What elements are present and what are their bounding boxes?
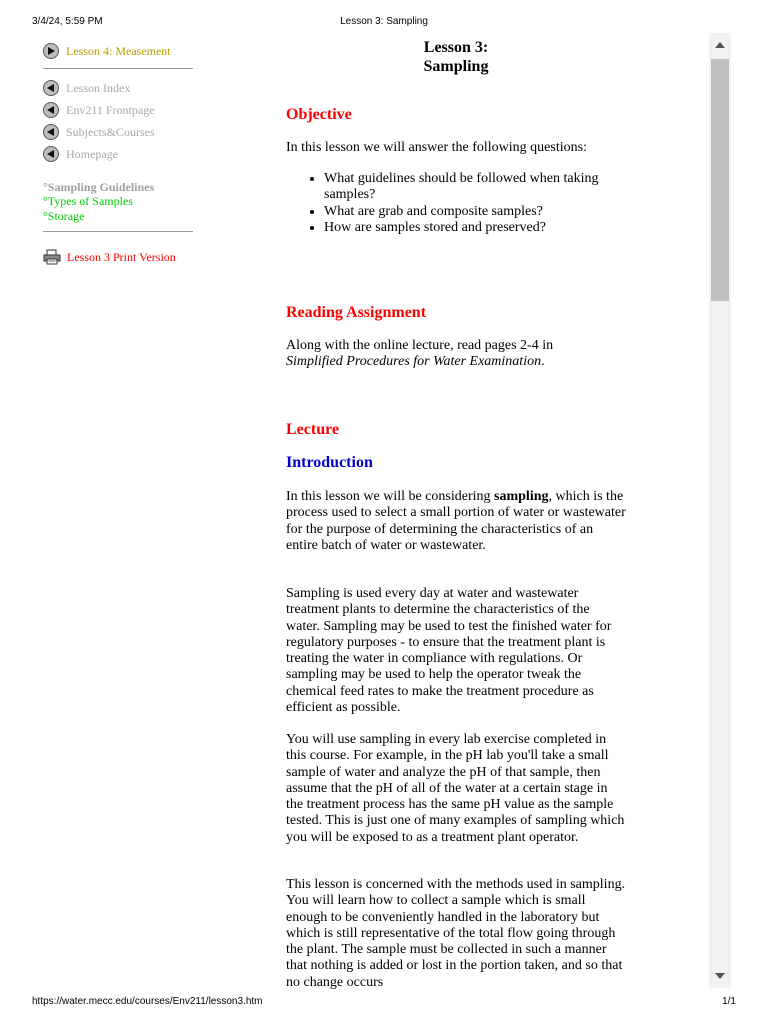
arrow-left-icon	[43, 80, 59, 96]
sidebar-item-label[interactable]: Subjects&Courses	[66, 124, 155, 139]
section-link-sampling-guidelines[interactable]: °Sampling Guidelines	[43, 180, 155, 194]
print-page-title: Lesson 3: Sampling	[340, 16, 428, 27]
sidebar-divider	[43, 68, 193, 69]
objective-questions	[286, 171, 626, 236]
intro-paragraph-2: Sampling is used every day at water and wastewater treatment plants to determine the characteristics of the water. Sampling may be used to test the finished water for regulatory purposes - to ensure that the treatment plant is treating the water in compliance with regulations. Or sampling may be used to help the operator tweak the chemical feed rates to make the treatment procedure as efficient as possible.	[286, 586, 612, 716]
sidebar-item-label[interactable]: Homepage	[66, 146, 118, 161]
reading-text: Along with the online lecture, read pages 2-4 in	[286, 338, 554, 353]
sidebar-item-env211-frontpage[interactable]	[43, 101, 155, 119]
page-title-line2: Sampling	[423, 58, 489, 75]
objective-intro: In this lesson we will answer the following questions:	[286, 140, 587, 155]
reading-book-title: Simplified Procedures for Water Examination	[286, 354, 542, 370]
scroll-thumb[interactable]	[711, 59, 729, 301]
section-link-storage[interactable]: °Storage	[43, 209, 85, 223]
sidebar-item-subjects-courses[interactable]	[43, 123, 155, 141]
next-lesson-link[interactable]	[43, 42, 171, 60]
next-lesson-label[interactable]: Lesson 4: Measement	[66, 43, 171, 58]
intro-paragraph-4: This lesson is concerned with the methods used in sampling. You will learn how to collect a sample which is small enough to be conveniently handled in the laboratory but which is still representative of the total flow going through the plant. The sample must be collected in such a manner that nothing is added or lost in the portion taken, and so that no change occurs	[286, 877, 626, 990]
list-item: • What are grab and composite samples?	[324, 204, 626, 220]
intro-p1-bold: sampling	[494, 489, 549, 504]
introduction-heading: Introduction	[286, 454, 373, 471]
vertical-scrollbar[interactable]	[709, 33, 731, 988]
printer-icon	[43, 249, 61, 265]
sidebar-item-homepage[interactable]	[43, 145, 118, 163]
print-version-link[interactable]	[43, 248, 176, 266]
reading-assignment-text	[286, 338, 626, 371]
sidebar-item-label[interactable]: Env211 Frontpage	[66, 102, 155, 117]
section-link-types-of-samples[interactable]: °Types of Samples	[43, 194, 133, 208]
objective-heading: Objective	[286, 106, 352, 123]
print-version-label[interactable]: Lesson 3 Print Version	[67, 249, 176, 264]
intro-p1-text-cont: , which is the process used to select a small portion of water or wastewater for the purpose of determining the characteristics of an entire batch of water or wastewater.	[286, 489, 626, 553]
arrow-left-icon	[43, 102, 59, 118]
print-datetime: 3/4/24, 5:59 PM	[32, 16, 103, 27]
lecture-heading: Lecture	[286, 421, 340, 438]
arrow-right-icon	[43, 43, 59, 59]
arrow-left-icon	[43, 146, 59, 162]
scroll-down-icon[interactable]	[709, 968, 731, 984]
list-item: • What guidelines should be followed when taking samples?	[324, 171, 626, 204]
intro-paragraph-1	[286, 489, 626, 554]
sidebar-item-label[interactable]: Lesson Index	[66, 80, 131, 95]
list-item: • How are samples stored and preserved?	[324, 220, 626, 236]
intro-p1-text: In this lesson we will be considering	[286, 489, 495, 504]
reading-end: .	[541, 354, 545, 370]
sidebar-divider	[43, 231, 193, 232]
print-page-count: 1/1	[722, 996, 736, 1007]
print-url: https://water.mecc.edu/courses/Env211/lesson3.htm	[32, 996, 263, 1007]
reading-assignment-heading: Reading Assignment	[286, 304, 427, 321]
print-header	[32, 16, 736, 30]
print-footer	[32, 996, 736, 1010]
page-title-line1: Lesson 3:	[423, 39, 489, 56]
sidebar-item-lesson-index[interactable]	[43, 79, 130, 97]
intro-paragraph-3: You will use sampling in every lab exercise completed in this course. For example, in the pH lab you'll take a small sample of water and analyze the pH of that sample, then assume that the pH of all of the water at a certain stage in the treatment process has the same pH value as the sample tested. This is just one of many examples of sampling which you will be exposed to as a treatment plant operator.	[286, 732, 625, 845]
arrow-left-icon	[43, 124, 59, 140]
page-title	[346, 38, 566, 76]
scroll-up-icon[interactable]	[709, 37, 731, 53]
